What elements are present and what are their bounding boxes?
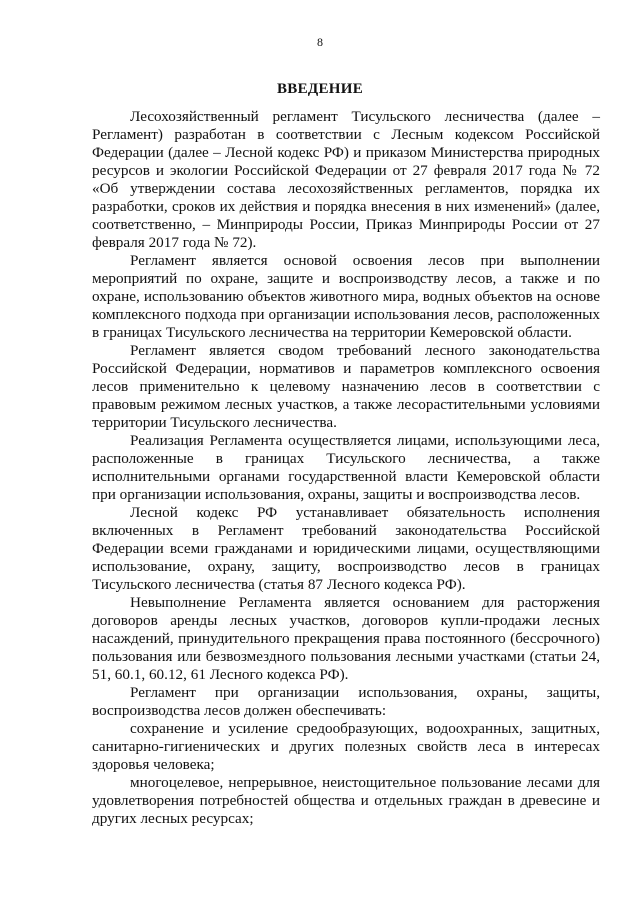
paragraph-8: сохранение и усиление средообразующих, водоохранных, защитных, санитарно-гигиенических и других полезных свойств леса в интересах здоровья человека;: [92, 720, 600, 773]
page-number: 8: [317, 35, 323, 49]
body-text: [92, 108, 600, 828]
paragraph-3: Регламент является сводом требований лесного законодательства Российской Федерации, нормативов и параметров комплексного освоения лесов применительно к целевому назначению лесов в соответствии с правовым режимом лесных участков, а также лесорастительными условиями территории Тисульского лесничества.: [92, 342, 600, 431]
paragraph-1: Лесохозяйственный регламент Тисульского лесничества (далее – Регламент) разработан в соответствии с Лесным кодексом Российской Федерации (далее – Лесной кодекс РФ) и приказом Министерства природных ресурсов и экологии Российской Федерации от 27 февраля 2017 года № 72 «Об утверждении состава лесохозяйственных регламентов, порядка их разработки, сроков их действия и порядка внесения в них изменений» (далее, соответственно, – Минприроды России, Приказ Минприроды России от 27 февраля 2017 года № 72).: [92, 108, 600, 251]
paragraph-9: многоцелевое, непрерывное, неистощительное пользование лесами для удовлетворения потребностей общества и отдельных граждан в древесине и других лесных ресурсах;: [92, 774, 600, 827]
paragraph-5: Лесной кодекс РФ устанавливает обязательность исполнения включенных в Регламент требований законодательства Российской Федерации всеми гражданами и юридическими лицами, осуществляющими использование, охрану, защиту, воспроизводство лесов в границах Тисульского лесничества (статья 87 Лесного кодекса РФ).: [92, 504, 600, 593]
paragraph-2: Регламент является основой освоения лесов при выполнении мероприятий по охране, защите и воспроизводству лесов, а также и по охране, использованию объектов животного мира, водных объектов на основе комплексного подхода при организации использования лесов, расположенных в границах Тисульского лесничества на территории Кемеровской области.: [92, 252, 600, 341]
section-heading: ВВЕДЕНИЕ: [276, 81, 364, 97]
paragraph-4: Реализация Регламента осуществляется лицами, использующими леса, расположенные в границах Тисульского лесничества, а также исполнительными органами государственной власти Кемеровской области при организации использования, охраны, защиты и воспроизводства лесов.: [92, 432, 600, 503]
paragraph-7: Регламент при организации использования, охраны, защиты, воспроизводства лесов должен обеспечивать:: [92, 684, 600, 719]
paragraph-6: Невыполнение Регламента является основанием для расторжения договоров аренды лесных участков, договоров купли-продажи лесных насаждений, принудительного прекращения права постоянного (бессрочного) пользования или безвозмездного пользования лесными участками (статьи 24, 51, 60.1, 60.12, 61 Лесного кодекса РФ).: [92, 594, 600, 683]
